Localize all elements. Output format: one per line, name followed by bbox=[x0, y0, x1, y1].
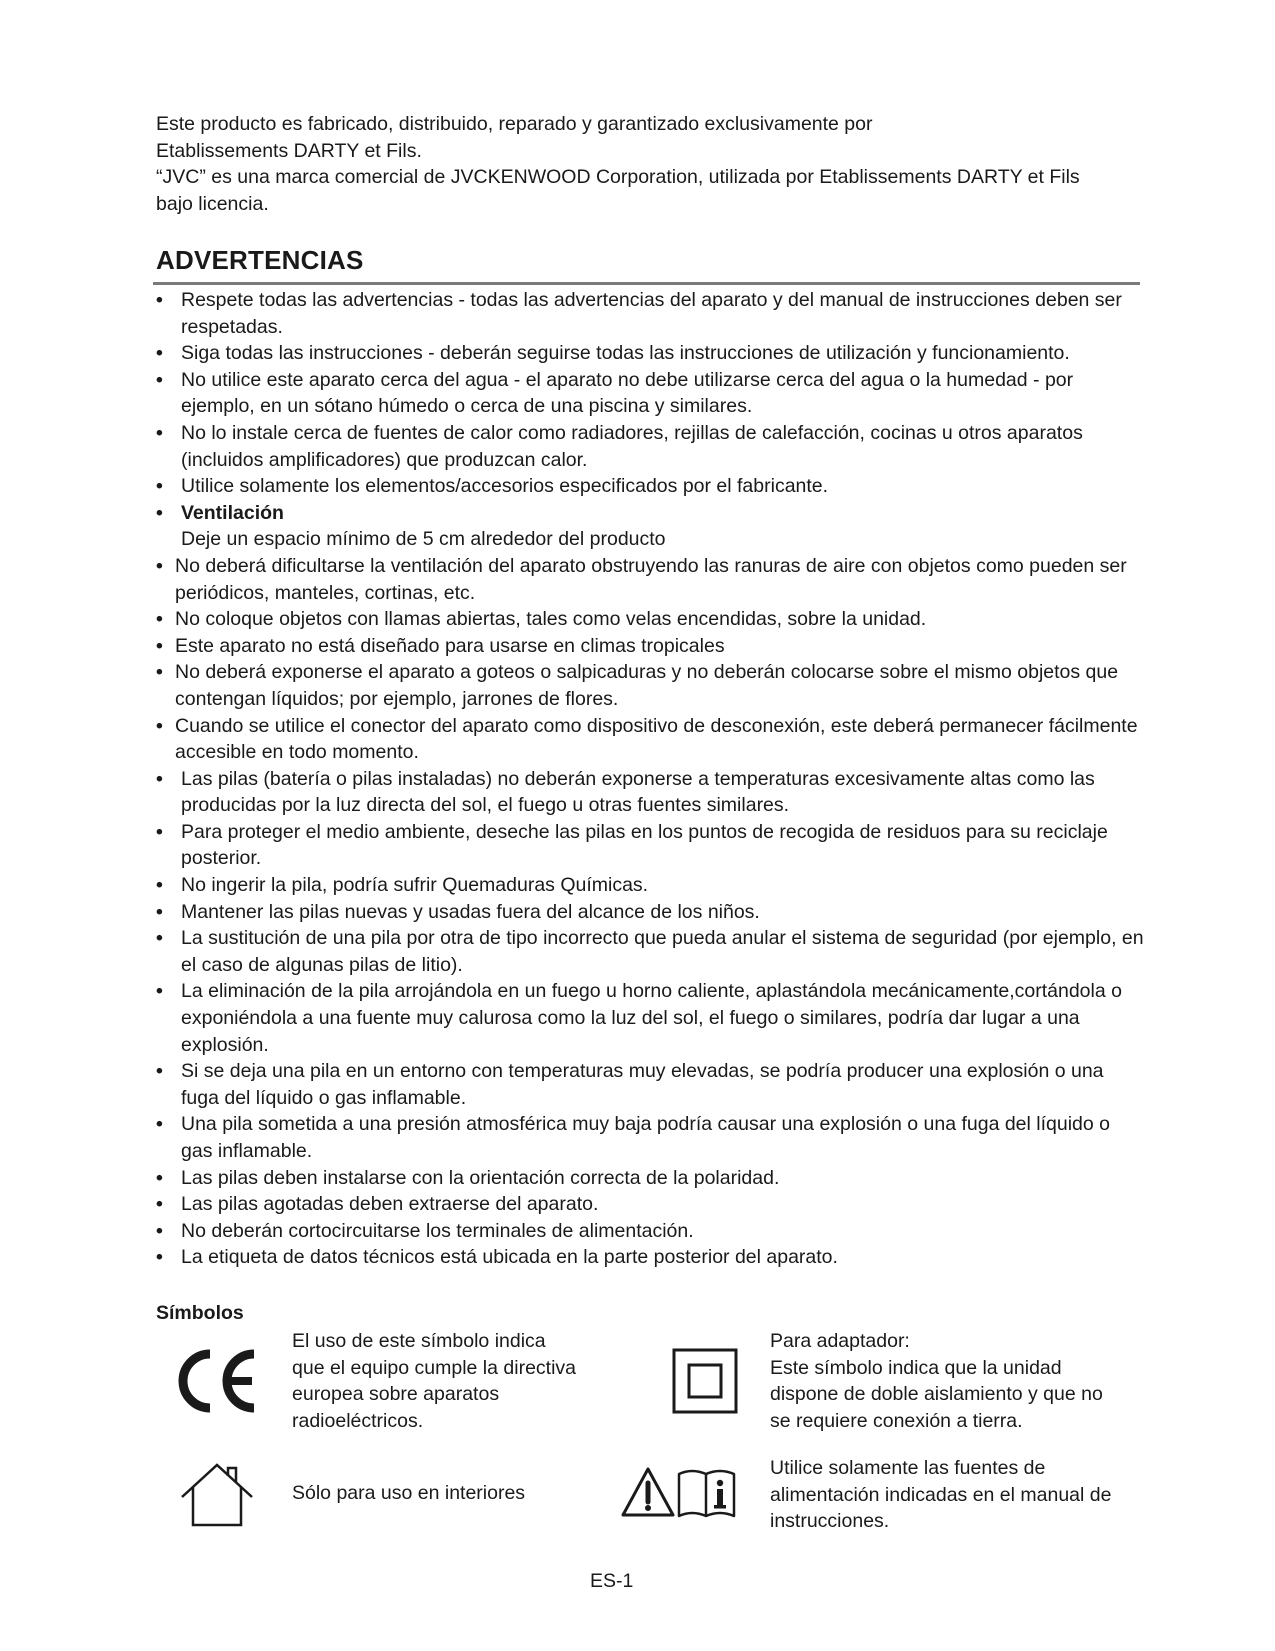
warning-item-ventilation: • Ventilación bbox=[156, 500, 1146, 527]
indoor-use-house-icon bbox=[180, 1462, 254, 1528]
warning-item: • Las pilas (batería o pilas instaladas) no deberán exponerse a temperaturas excesivamente altas como las producidas por la luz directa del sol, el fuego u otras fuentes similares. bbox=[156, 766, 1146, 819]
symbols-heading: Símbolos bbox=[156, 1302, 244, 1324]
warning-item: • No utilice este aparato cerca del agua - el aparato no debe utilizarse cerca del agua o la humedad - por ejemplo, en un sótano húmedo o cerca de una piscina y similares. bbox=[156, 367, 1146, 420]
intro-paragraph bbox=[156, 111, 1116, 217]
warnings-list bbox=[156, 287, 1146, 1271]
warning-item: • La sustitución de una pila por otra de tipo incorrecto que pueda anular el sistema de seguridad (por ejemplo, en el caso de algunas pilas de litio). bbox=[156, 925, 1146, 978]
warning-item: • Utilice solamente los elementos/accesorios especificados por el fabricante. bbox=[156, 473, 1146, 500]
warning-item: • No ingerir la pila, podría sufrir Quemaduras Químicas. bbox=[156, 872, 1146, 899]
warning-item: • La eliminación de la pila arrojándola en un fuego u horno caliente, aplastándola mecánicamente,cortándola o exponiéndola a una fuente muy calurosa como la luz del sol, el fuego o similares, podría dar lugar a una explosión. bbox=[156, 978, 1146, 1058]
warning-item: • No lo instale cerca de fuentes de calor como radiadores, rejillas de calefacción, cocinas u otros aparatos (incluidos amplificadores) que produzcan calor. bbox=[156, 420, 1146, 473]
warning-item: • No coloque objetos con llamas abiertas, tales como velas encendidas, sobre la unidad. bbox=[156, 606, 1146, 633]
warning-item: • Las pilas agotadas deben extraerse del aparato. bbox=[156, 1191, 1146, 1218]
power-source-text: Utilice solamente las fuentes de alimentación indicadas en el manual de instrucciones. bbox=[770, 1457, 1112, 1533]
ce-mark-label: CE bbox=[172, 1346, 174, 1347]
double-insulation-text: Para adaptador: Este símbolo indica que la unidad dispone de doble aislamiento y que no se requiere conexión a tierra. bbox=[770, 1330, 1103, 1432]
warning-item: • No deberán cortocircuitarse los terminales de alimentación. bbox=[156, 1218, 1146, 1245]
ce-mark-icon bbox=[172, 1346, 262, 1416]
warnings-heading: ADVERTENCIAS bbox=[156, 245, 364, 275]
warning-item: • Mantener las pilas nuevas y usadas fuera del alcance de los niños. bbox=[156, 899, 1146, 926]
indoor-use-text: Sólo para uso en interiores bbox=[292, 1482, 526, 1504]
warning-item: • Una pila sometida a una presión atmosférica muy baja podría causar una explosión o una fuga del líquido o gas inflamable. bbox=[156, 1111, 1146, 1164]
manual-info-icon bbox=[676, 1466, 738, 1518]
warning-item: • Siga todas las instrucciones - deberán seguirse todas las instrucciones de utilización y funcionamiento. bbox=[156, 340, 1146, 367]
warning-item: • No deberá dificultarse la ventilación del aparato obstruyendo las ranuras de aire con objetos como pueden ser periódicos, manteles, cortinas, etc. bbox=[156, 553, 1146, 606]
warning-triangle-icon bbox=[620, 1466, 676, 1518]
warning-item: • La etiqueta de datos técnicos está ubicada en la parte posterior del aparato. bbox=[156, 1244, 1146, 1271]
intro-line: Este producto es fabricado, distribuido, reparado y garantizado exclusivamente por bbox=[156, 113, 873, 135]
warning-item: • Cuando se utilice el conector del aparato como dispositivo de desconexión, este deberá permanecer fácilmente accesible en todo momento. bbox=[156, 713, 1146, 766]
intro-line: bajo licencia. bbox=[156, 192, 269, 215]
double-insulation-icon bbox=[672, 1348, 738, 1414]
warning-item: • Este aparato no está diseñado para usarse en climas tropicales bbox=[156, 633, 1146, 660]
heading-rule bbox=[153, 282, 1140, 285]
warning-item: • Las pilas deben instalarse con la orientación correcta de la polaridad. bbox=[156, 1165, 1146, 1192]
page-number: ES-1 bbox=[590, 1570, 634, 1592]
warning-item-ventilation-detail: Deje un espacio mínimo de 5 cm alrededor del producto bbox=[181, 528, 666, 551]
intro-line: “JVC” es una marca comercial de JVCKENWOOD Corporation, utilizada por Etablissements DARTY et Fils bbox=[156, 166, 1080, 189]
intro-line: Etablissements DARTY et Fils. bbox=[156, 139, 422, 162]
warning-item: • No deberá exponerse el aparato a goteos o salpicaduras y no deberán colocarse sobre el mismo objetos que contengan líquidos; por ejemplo, jarrones de flores. bbox=[156, 659, 1146, 712]
warning-item: • Para proteger el medio ambiente, deseche las pilas en los puntos de recogida de residuos para su reciclaje posterior. bbox=[156, 819, 1146, 872]
ce-symbol-text: El uso de este símbolo indica que el equipo cumple la directiva europea sobre aparatos radioeléctricos. bbox=[292, 1330, 577, 1432]
warning-item: • Si se deja una pila en un entorno con temperaturas muy elevadas, se podría producer una explosión o una fuga del líquido o gas inflamable. bbox=[156, 1058, 1146, 1111]
warning-item: • Respete todas las advertencias - todas las advertencias del aparato y del manual de instrucciones deben ser respetadas. bbox=[156, 287, 1146, 340]
